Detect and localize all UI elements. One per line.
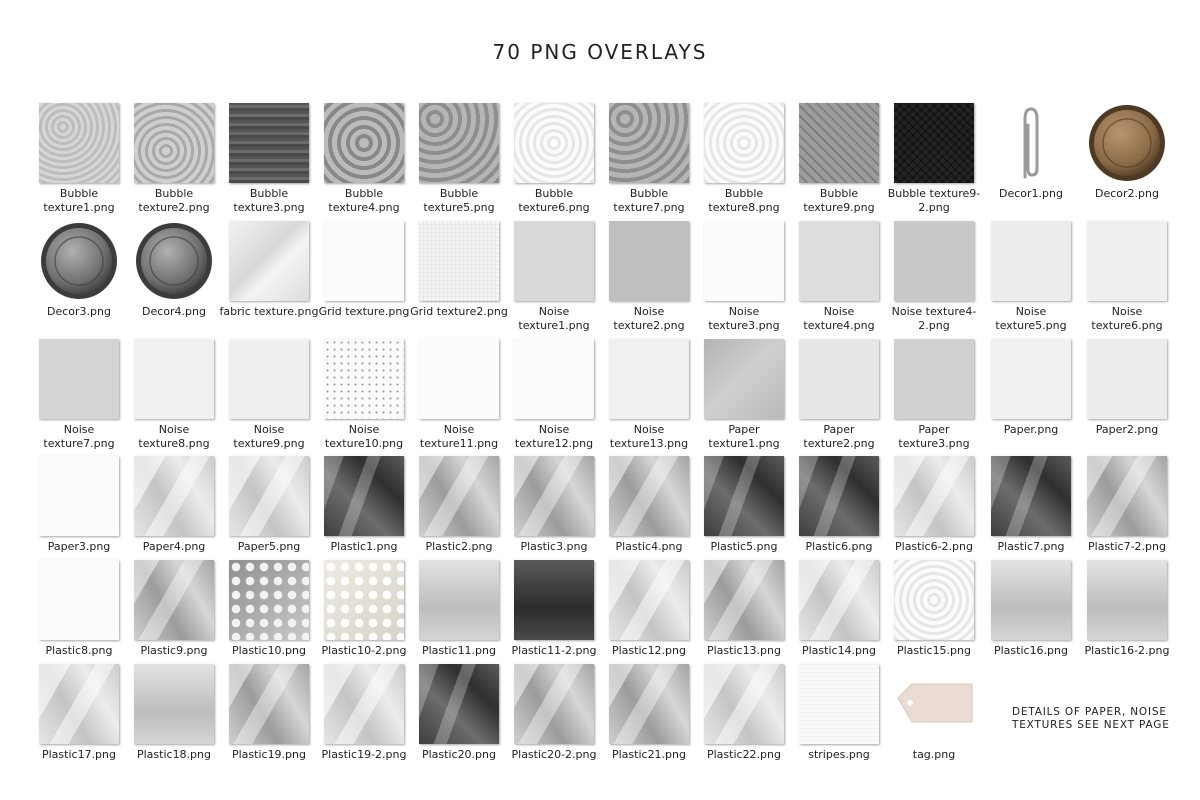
overlay-thumbnail (419, 221, 499, 301)
overlay-filename: Plastic12.png (611, 644, 686, 657)
overlay-filename: Plastic17.png (41, 748, 116, 761)
overlay-filename: Noise texture8.png (138, 423, 210, 450)
overlay-filename: Plastic16.png (993, 644, 1068, 657)
overlay-thumbnail (704, 456, 784, 536)
overlay-thumbnail (324, 339, 404, 419)
overlay-filename: Plastic4.png (615, 540, 683, 553)
overlay-thumbnail (134, 221, 214, 301)
overlay-thumbnail (991, 560, 1071, 640)
overlay-thumbnail (39, 221, 119, 301)
overlay-thumbnail (1087, 560, 1167, 640)
overlay-filename: Noise texture11.png (419, 423, 499, 450)
overlay-thumbnail (39, 456, 119, 536)
overlay-filename: Plastic11-2.png (511, 644, 597, 657)
overlay-thumbnail (991, 339, 1071, 419)
overlay-filename: Plastic7.png (997, 540, 1065, 553)
overlay-thumbnail (419, 103, 499, 183)
overlay-filename: Plastic19-2.png (321, 748, 407, 761)
overlay-thumbnail (514, 103, 594, 183)
overlay-filename: Decor2.png (1095, 187, 1159, 200)
overlay-thumbnail (134, 456, 214, 536)
overlay-filename: Bubble texture6.png (518, 187, 590, 214)
overlay-filename: Noise texture7.png (43, 423, 115, 450)
overlay-thumbnail (704, 221, 784, 301)
overlay-thumbnail (134, 560, 214, 640)
overlay-filename: Plastic15.png (896, 644, 971, 657)
overlay-thumbnail (134, 664, 214, 744)
overlay-filename: Paper2.png (1095, 423, 1159, 436)
overlay-filename: Noise texture4-2.png (891, 305, 977, 332)
overlay-thumbnail (134, 339, 214, 419)
overlay-filename: Bubble texture3.png (233, 187, 305, 214)
overlay-filename: Plastic5.png (710, 540, 778, 553)
overlay-thumbnail (324, 456, 404, 536)
overlay-thumbnail (894, 339, 974, 419)
overlay-thumbnail (894, 664, 974, 744)
overlay-filename: Plastic14.png (801, 644, 876, 657)
overlay-filename: Plastic16-2.png (1084, 644, 1170, 657)
page-title: 70 PNG OVERLAYS (492, 40, 708, 64)
overlay-thumbnail (704, 103, 784, 183)
overlay-filename: Noise texture12.png (514, 423, 594, 450)
overlay-filename: Plastic3.png (520, 540, 588, 553)
overlay-filename: Plastic6.png (805, 540, 873, 553)
overlay-thumbnail (799, 221, 879, 301)
overlay-thumbnail (39, 103, 119, 183)
overlay-filename: Plastic18.png (136, 748, 211, 761)
overlay-thumbnail (419, 560, 499, 640)
overlay-thumbnail (609, 664, 689, 744)
overlay-thumbnail (419, 664, 499, 744)
overlay-thumbnail (229, 103, 309, 183)
overlay-filename: Noise texture1.png (518, 305, 590, 332)
overlay-filename: Plastic9.png (140, 644, 208, 657)
overlay-thumbnail (229, 560, 309, 640)
overlay-thumbnail (799, 560, 879, 640)
overlay-filename: Bubble texture9.png (803, 187, 875, 214)
overlay-filename: Plastic1.png (330, 540, 398, 553)
overlay-thumbnail (229, 339, 309, 419)
overlay-filename: Noise texture2.png (613, 305, 685, 332)
overlay-thumbnail (991, 221, 1071, 301)
overlay-filename: Noise texture4.png (803, 305, 875, 332)
overlay-filename: Paper.png (1003, 423, 1059, 436)
overlay-thumbnail (514, 456, 594, 536)
overlay-filename: Grid texture.png (318, 305, 410, 318)
overlay-thumbnail (514, 221, 594, 301)
overlay-filename: tag.png (912, 748, 956, 761)
overlay-thumbnail (704, 664, 784, 744)
next-page-note: DETAILS OF PAPER, NOISE TEXTURES SEE NEXT PAGE (1012, 706, 1170, 731)
overlay-filename: Plastic13.png (706, 644, 781, 657)
overlay-filename: Noise texture10.png (324, 423, 404, 450)
overlay-thumbnail (609, 221, 689, 301)
overlay-thumbnail (894, 560, 974, 640)
overlay-thumbnail (324, 664, 404, 744)
overlay-thumbnail (609, 456, 689, 536)
overlay-thumbnail (324, 221, 404, 301)
overlay-thumbnail (514, 560, 594, 640)
overlay-filename: Plastic6-2.png (895, 540, 973, 553)
overlay-filename: Plastic20.png (421, 748, 496, 761)
overlay-thumbnail (229, 221, 309, 301)
overlay-filename: Bubble texture1.png (43, 187, 115, 214)
overlay-thumbnail (1087, 221, 1167, 301)
overlay-filename: Bubble texture8.png (708, 187, 780, 214)
overlay-thumbnail (39, 339, 119, 419)
overlay-filename: Decor4.png (142, 305, 206, 318)
overlay-filename: Noise texture9.png (233, 423, 305, 450)
overlay-thumbnail (1087, 339, 1167, 419)
overlay-thumbnail (419, 339, 499, 419)
overlay-thumbnail (704, 560, 784, 640)
overlay-filename: Plastic8.png (45, 644, 113, 657)
overlay-filename: Noise texture3.png (708, 305, 780, 332)
overlay-thumbnail (324, 103, 404, 183)
overlay-thumbnail (894, 103, 974, 183)
overlay-thumbnail (799, 664, 879, 744)
overlay-filename: Plastic19.png (231, 748, 306, 761)
overlay-filename: Plastic20-2.png (511, 748, 597, 761)
overlay-filename: Noise texture13.png (609, 423, 689, 450)
overlay-thumbnail (991, 456, 1071, 536)
overlay-filename: Bubble texture4.png (328, 187, 400, 214)
overlay-filename: Noise texture5.png (995, 305, 1067, 332)
overlay-filename: Plastic10-2.png (321, 644, 407, 657)
overlay-filename: Plastic21.png (611, 748, 686, 761)
overlay-filename: Grid texture2.png (410, 305, 508, 318)
overlay-thumbnail (229, 456, 309, 536)
overlay-filename: Bubble texture7.png (613, 187, 685, 214)
overlay-thumbnail (894, 456, 974, 536)
overlay-thumbnail (39, 560, 119, 640)
overlay-filename: Bubble texture9-2.png (887, 187, 981, 214)
overlay-thumbnail (514, 339, 594, 419)
overlay-thumbnail (799, 456, 879, 536)
overlay-filename: Noise texture6.png (1091, 305, 1163, 332)
overlay-thumbnail (134, 103, 214, 183)
overlay-filename: Plastic10.png (231, 644, 306, 657)
overlay-thumbnail (609, 560, 689, 640)
overlay-thumbnail (514, 664, 594, 744)
overlay-filename: Decor1.png (999, 187, 1063, 200)
overlay-thumbnail (1087, 103, 1167, 183)
overlay-filename: Plastic7-2.png (1088, 540, 1166, 553)
overlay-thumbnail (799, 103, 879, 183)
overlay-filename: Paper texture2.png (803, 423, 875, 450)
overlay-filename: Paper3.png (47, 540, 111, 553)
overlay-filename: Plastic11.png (421, 644, 496, 657)
overlay-filename: stripes.png (808, 748, 870, 761)
overlay-filename: Bubble texture2.png (138, 187, 210, 214)
overlay-filename: Paper texture1.png (708, 423, 780, 450)
overlay-filename: Bubble texture5.png (423, 187, 495, 214)
overlay-thumbnail (609, 103, 689, 183)
overlay-thumbnail (894, 221, 974, 301)
overlay-thumbnail (704, 339, 784, 419)
overlay-thumbnail (39, 664, 119, 744)
overlay-thumbnail (419, 456, 499, 536)
overlay-thumbnail (799, 339, 879, 419)
overlay-filename: fabric texture.png (219, 305, 319, 318)
overlay-filename: Decor3.png (47, 305, 111, 318)
overlay-thumbnail (991, 103, 1071, 183)
overlay-thumbnail (324, 560, 404, 640)
overlay-filename: Paper4.png (142, 540, 206, 553)
overlay-filename: Paper5.png (237, 540, 301, 553)
overlay-thumbnail (229, 664, 309, 744)
overlay-filename: Paper texture3.png (898, 423, 970, 450)
overlay-filename: Plastic22.png (706, 748, 781, 761)
overlay-filename: Plastic2.png (425, 540, 493, 553)
overlay-thumbnail (1087, 456, 1167, 536)
overlay-thumbnail (609, 339, 689, 419)
